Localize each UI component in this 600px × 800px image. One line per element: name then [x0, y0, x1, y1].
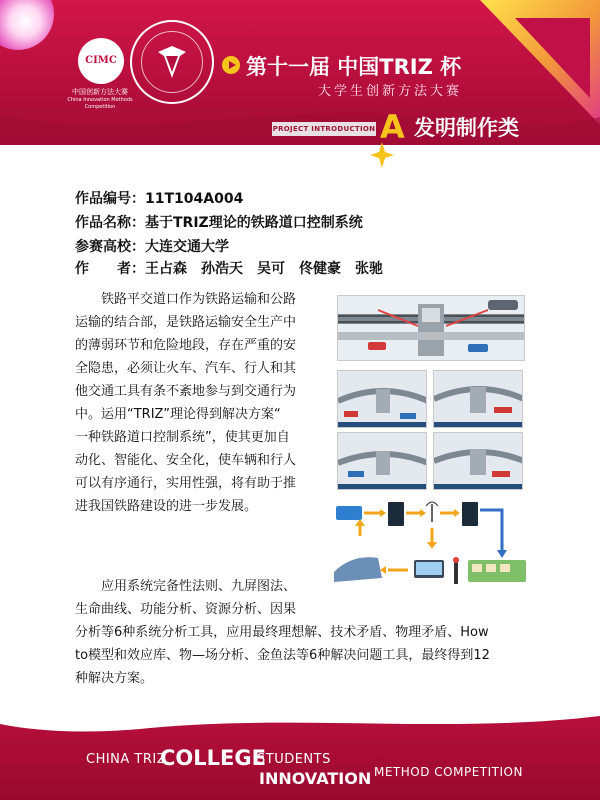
info-authors: [75, 258, 383, 278]
para-line: 的薄弱环节和危险地段，存在严重的安: [75, 338, 297, 353]
footer-banner: [0, 712, 600, 800]
railway-crossing-illustration: [338, 296, 525, 361]
demo-photo-2: [433, 370, 523, 428]
demo-illustration: [434, 371, 523, 428]
footer-innovation: INNOVATION: [259, 769, 372, 788]
cimc-logo-mark: CIMC: [85, 55, 117, 66]
para-line: 运输的结合部，是铁路运输安全生产中: [75, 315, 297, 330]
para-line: 一种铁路道口控制系统”，使其更加自: [75, 430, 290, 445]
info-number: [75, 188, 243, 208]
receiver-board: [462, 502, 478, 526]
para-line: 可以有序通行，实用性强，将有助于推: [75, 476, 297, 491]
para-line: 他交通工具有条不紊地参与到交通行为: [75, 384, 297, 399]
info-school: [75, 236, 229, 256]
cimc-logo: [78, 38, 124, 84]
emblem-inner-ring: [141, 31, 203, 93]
competition-emblem: [130, 20, 214, 104]
para-line: 种解决方案。: [75, 671, 154, 686]
info-number-value: 11T104A004: [145, 191, 244, 207]
info-number-label: 作品编号：: [75, 191, 145, 207]
para-line: 应用系统完备性法则、九屏图法、: [75, 579, 297, 594]
category-name: 发明制作类: [414, 116, 519, 140]
project-intro-tag: PROJECT INTRODUCTION: [272, 122, 376, 136]
demo-photo-4: [433, 432, 523, 490]
para-line: 中。运用“TRIZ”理论得到解决方案“: [75, 407, 281, 422]
event-subtitle: 大学生创新方法大赛: [318, 84, 463, 99]
para-line: 生命曲线、功能分析、资源分析、因果: [75, 602, 297, 617]
intro-paragraph: [75, 288, 327, 518]
info-authors-value: 王占森 孙浩天 吴可 佟健豪 张驰: [145, 261, 383, 277]
demo-photo-1: [337, 370, 427, 428]
para-line: 全隐患，必须让火车、汽车、行人和其: [75, 361, 297, 376]
decorative-circle: [0, 0, 54, 50]
controller-board: [388, 502, 404, 526]
info-name-label: 作品名称：: [75, 215, 145, 231]
sparkle-decoration: [368, 140, 396, 170]
railway-crossing-photo: [337, 295, 525, 361]
train-icon: [334, 557, 382, 582]
system-architecture-diagram: [330, 494, 530, 604]
info-name-value: 基于TRIZ理论的铁路道口控制系统: [145, 215, 363, 231]
play-icon: [222, 56, 240, 74]
footer-china-triz: CHINA TRIZ: [86, 752, 167, 767]
para-line: 动化、智能化、安全化，使车辆和行人: [75, 453, 297, 468]
info-authors-label: 作 者：: [75, 261, 145, 277]
header-banner: [0, 0, 600, 145]
para-line: to模型和效应库、物—场分析、金鱼法等6种解决问题工具，最终得到12: [75, 648, 490, 663]
info-school-label: 参赛高校：: [75, 239, 145, 255]
event-title: 第十一届 中国TRIZ 杯: [246, 55, 462, 79]
demo-illustration: [434, 433, 523, 490]
sensor-module: [336, 506, 362, 520]
category-letter: A: [380, 108, 405, 145]
footer-college: COLLEGE: [160, 746, 266, 770]
footer-wave: [0, 712, 600, 740]
emblem-icon: [152, 42, 192, 82]
cimc-logo-label: 中国创新方法大赛 China Innovation Methods Competition: [67, 88, 133, 110]
footer-students: STUDENTS: [257, 752, 331, 767]
demo-illustration: [338, 371, 427, 428]
demo-illustration: [338, 433, 427, 490]
info-name: [75, 212, 363, 232]
info-school-value: 大连交通大学: [145, 239, 229, 255]
para-line: 铁路平交道口作为铁路运输和公路: [75, 292, 297, 307]
footer-method-competition: METHOD COMPETITION: [374, 765, 523, 779]
para-line: 进我国铁路建设的进一步发展。: [75, 499, 258, 514]
para-line: 分析等6种系统分析工具，应用最终理想解、技术矛盾、物理矛盾、How: [75, 625, 489, 640]
demo-photo-3: [337, 432, 427, 490]
